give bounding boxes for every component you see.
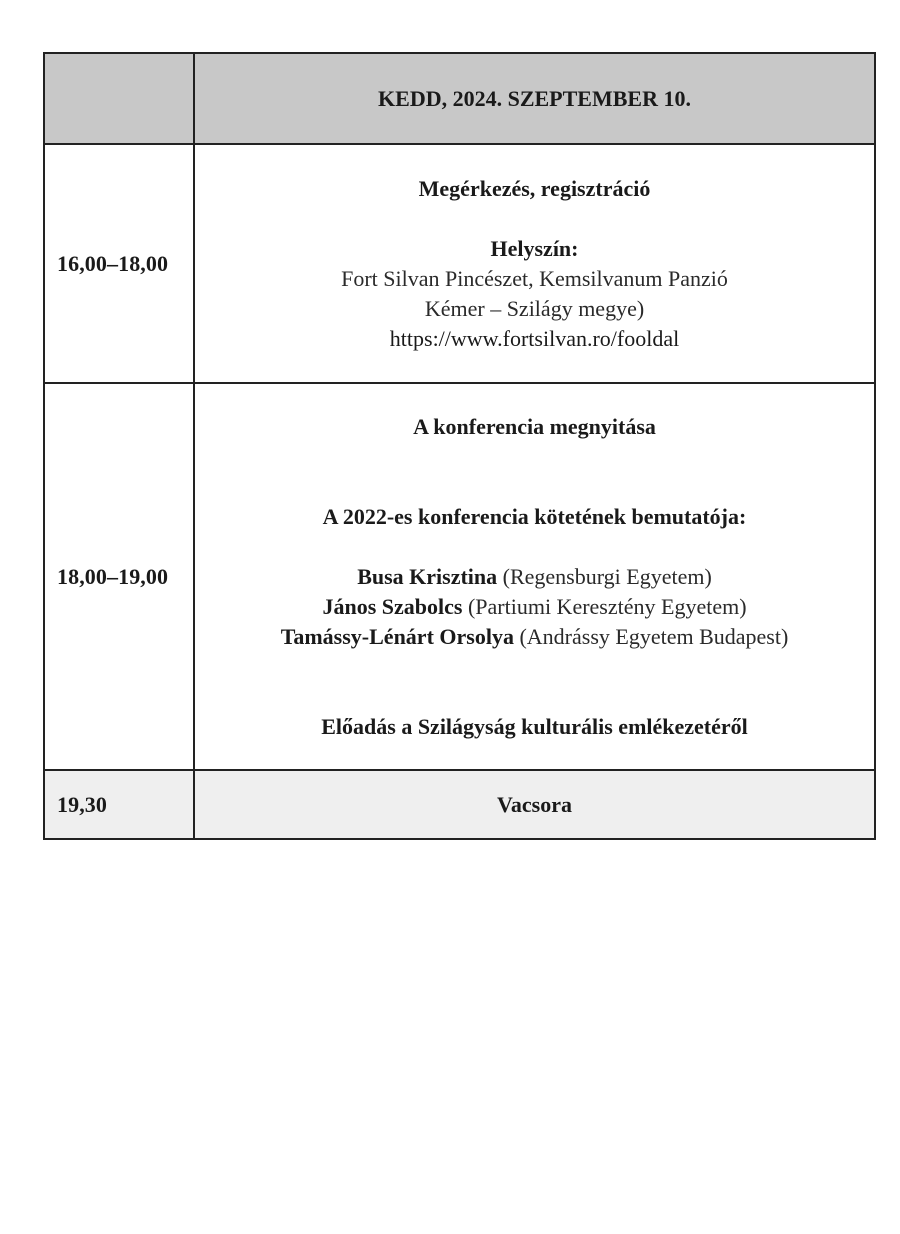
session-cell xyxy=(194,770,875,839)
table-row xyxy=(44,770,875,839)
presenter-affiliation: (Partiumi Keresztény Egyetem) xyxy=(467,593,747,619)
presenter-name: János Szabolcs xyxy=(322,593,463,619)
time-cell xyxy=(44,144,194,383)
header-empty-cell xyxy=(44,53,194,144)
session-time: 19,30 xyxy=(57,791,107,817)
venue-url-link[interactable]: https://www.fortsilvan.ro/fooldal xyxy=(389,325,680,351)
presenter-affiliation: (Regensburgi Egyetem) xyxy=(502,563,712,589)
time-cell xyxy=(44,770,194,839)
table-row xyxy=(44,144,875,383)
venue-line: Fort Silvan Pincészet, Kemsilvanum Panzió xyxy=(341,265,728,291)
session-cell xyxy=(194,144,875,383)
venue-label: Helyszín: xyxy=(490,235,579,261)
presenter xyxy=(195,562,874,592)
program-table xyxy=(43,52,876,840)
day-heading: KEDD, 2024. SZEPTEMBER 10. xyxy=(378,85,691,111)
session-time: 16,00–18,00 xyxy=(57,250,169,276)
session-title: Megérkezés, regisztráció xyxy=(418,175,651,201)
presenter-affiliation: (Andrássy Egyetem Budapest) xyxy=(519,623,789,649)
presenter-name: Tamássy-Lénárt Orsolya xyxy=(280,623,514,649)
day-heading-cell xyxy=(194,53,875,144)
session-title: Vacsora xyxy=(497,791,572,817)
presenter xyxy=(195,622,874,652)
time-cell xyxy=(44,383,194,770)
venue-line: Kémer – Szilágy megye) xyxy=(424,295,645,321)
session-cell xyxy=(194,383,875,770)
session-title: A konferencia megnyitása xyxy=(413,413,656,439)
table-header-row xyxy=(44,53,875,144)
presenter-name: Busa Krisztina xyxy=(357,563,498,589)
book-presentation-title: A 2022-es konferencia kötetének bemutatója: xyxy=(322,503,747,529)
presenter xyxy=(195,592,874,622)
table-row xyxy=(44,383,875,770)
session-time: 18,00–19,00 xyxy=(57,563,169,589)
lecture-title: Előadás a Szilágyság kulturális emlékezetéről xyxy=(321,713,748,739)
